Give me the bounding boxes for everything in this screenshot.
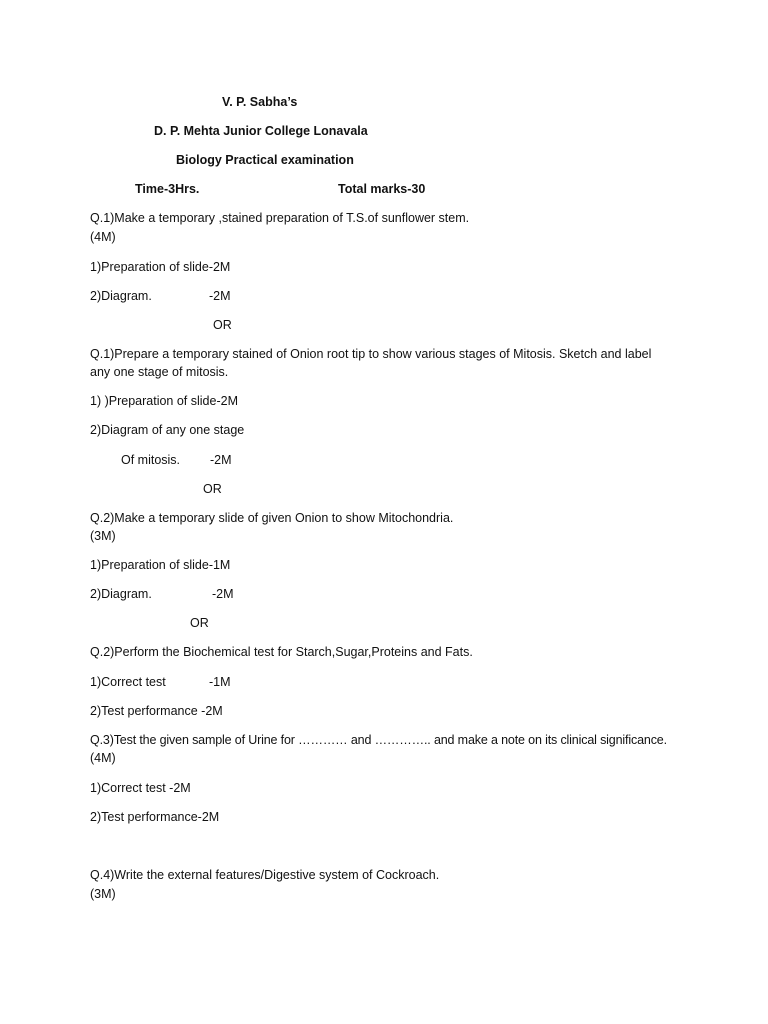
q2a-item-1: 1)Preparation of slide-1M (90, 558, 231, 572)
or-divider-3: OR (190, 616, 209, 630)
q3-item-1: 1)Correct test -2M (90, 781, 191, 795)
q1a-marks: (4M) (90, 230, 116, 244)
q2b-item-2: 2)Test performance -2M (90, 704, 223, 718)
q2a-item-2-label: 2)Diagram. (90, 587, 152, 601)
q2b-item-1-label: 1)Correct test (90, 675, 166, 689)
q2b-text: Q.2)Perform the Biochemical test for Starch,Sugar,Proteins and Fats. (90, 645, 473, 659)
header-line-3: Biology Practical examination (176, 153, 354, 167)
q1a-item-1: 1)Preparation of slide-2M (90, 260, 231, 274)
q4-text: Q.4)Write the external features/Digestive system of Cockroach. (90, 868, 440, 882)
q1b-text-line-1: Q.1)Prepare a temporary stained of Onion root tip to show various stages of Mitosis. Sketch and label (90, 347, 652, 361)
q3-text: Q.3)Test the given sample of Urine for ………… and ………….. and make a note on its clinical significance. (90, 733, 667, 747)
q1b-item-1: 1) )Preparation of slide-2M (90, 394, 238, 408)
q2a-item-2-marks: -2M (212, 587, 234, 601)
q2a-marks: (3M) (90, 529, 116, 543)
q2b-item-1-marks: -1M (209, 675, 231, 689)
header-line-1: V. P. Sabha’s (222, 95, 298, 109)
or-divider-1: OR (213, 318, 232, 332)
q1b-item-2-line-1: 2)Diagram of any one stage (90, 423, 245, 437)
q1b-item-2-marks: -2M (210, 453, 232, 467)
q3-marks: (4M) (90, 751, 116, 765)
q4-marks: (3M) (90, 887, 116, 901)
q1b-text-line-2: any one stage of mitosis. (90, 365, 229, 379)
q1a-text: Q.1)Make a temporary ,stained preparation of T.S.of sunflower stem. (90, 211, 470, 225)
header-line-2: D. P. Mehta Junior College Lonavala (154, 124, 368, 138)
or-divider-2: OR (203, 482, 222, 496)
q1a-item-2-label: 2)Diagram. (90, 289, 152, 303)
q2a-text: Q.2)Make a temporary slide of given Onion to show Mitochondria. (90, 511, 454, 525)
exam-total-marks: Total marks-30 (338, 182, 426, 196)
q1b-item-2-line-2: Of mitosis. (121, 453, 181, 467)
q1a-item-2-marks: -2M (209, 289, 231, 303)
q3-item-2: 2)Test performance-2M (90, 810, 220, 824)
exam-time: Time-3Hrs. (135, 182, 200, 196)
